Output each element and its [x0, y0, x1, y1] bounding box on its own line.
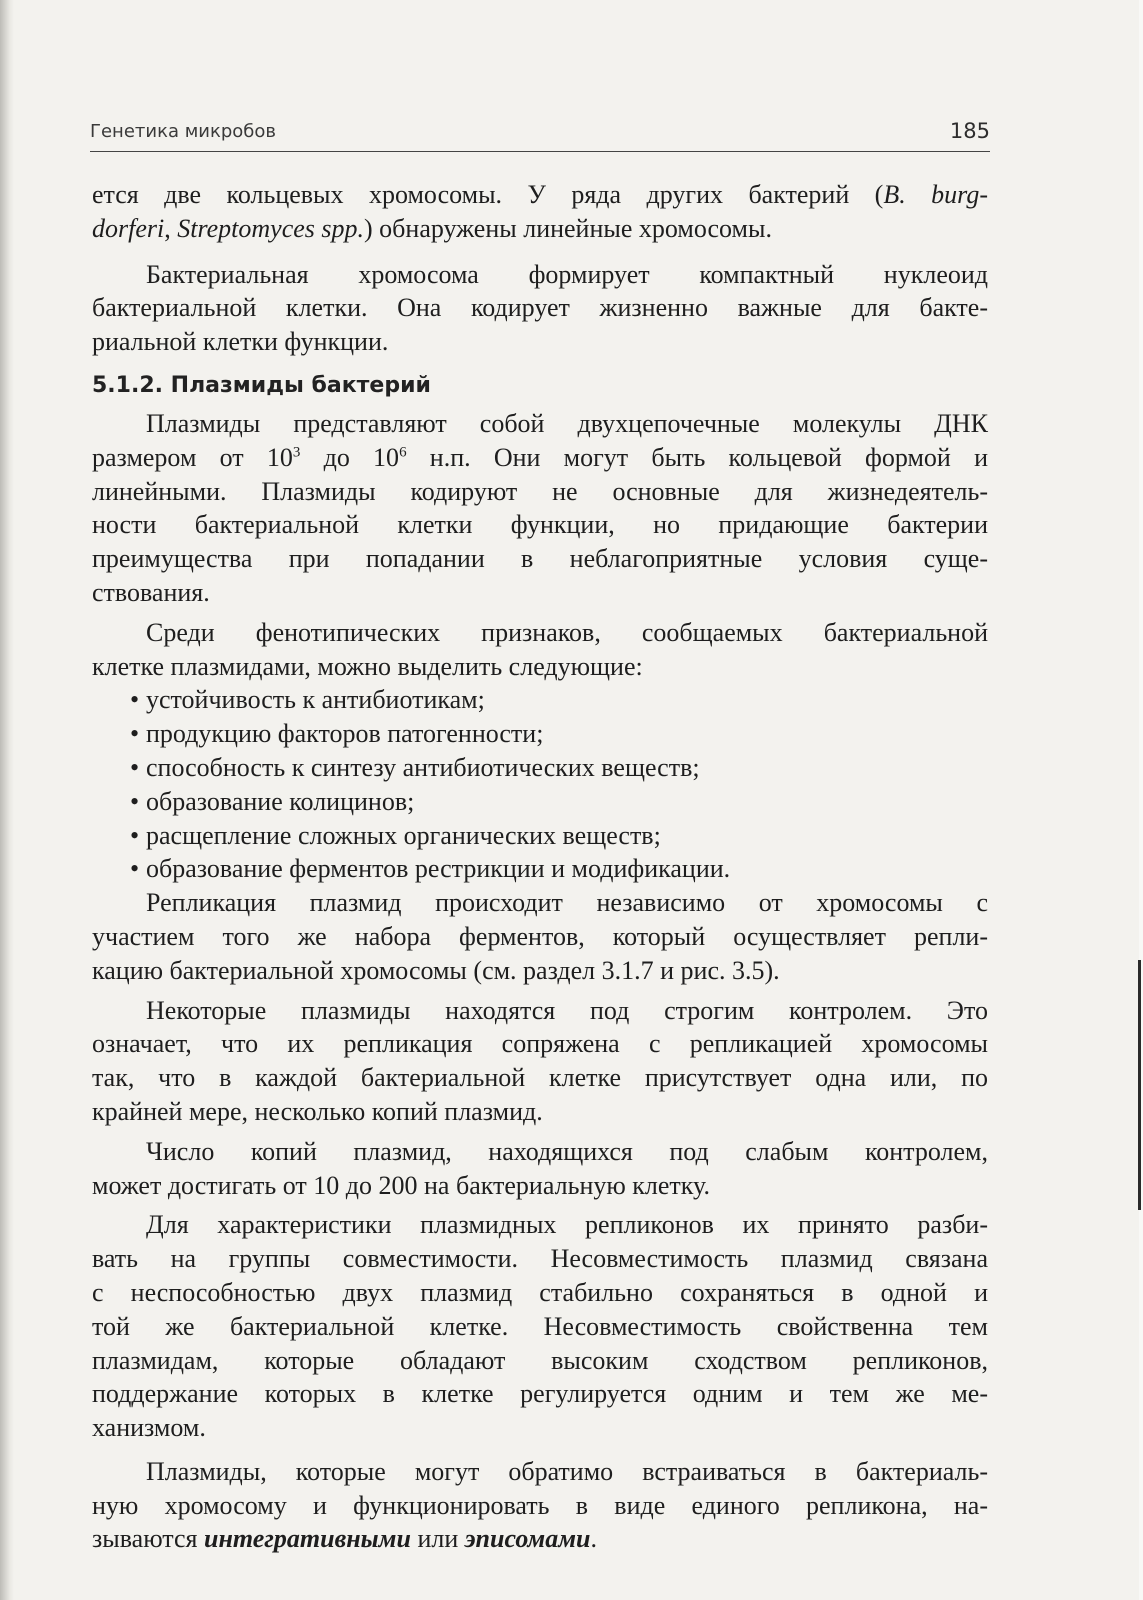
text-line: с неспособностью двух плазмид стабильно сохраняться в одной и — [92, 1277, 988, 1307]
text-line — [92, 212, 988, 246]
superscript: 3 — [292, 444, 301, 461]
text-line: риальной клетки функции. — [92, 327, 389, 357]
paragraph-5 — [92, 886, 988, 987]
header-rule — [90, 151, 990, 152]
list-item — [92, 819, 988, 853]
paragraph-9 — [92, 1455, 988, 1556]
bullet-icon: • — [130, 854, 140, 884]
term-emphasis: эписомами — [464, 1524, 591, 1554]
text-run: , — [164, 213, 178, 243]
text-line: Некоторые плазмиды находятся под строгим контролем. Это — [146, 995, 988, 1025]
text-line: преимущества при попадании в неблагоприятные условия суще- — [92, 544, 988, 574]
text-line: ствования. — [92, 577, 210, 607]
text-run: или — [410, 1524, 465, 1554]
list-item-text: расщепление сложных органических веществ; — [146, 820, 661, 850]
term-emphasis: интегративными — [203, 1524, 411, 1554]
text-line — [92, 1522, 988, 1556]
text-run: ется две кольцевых хромосомы. У ряда других бактерий ( — [92, 180, 884, 209]
text-line: ную хромосому и функционировать в виде единого репликона, на- — [92, 1490, 988, 1520]
text-run: . — [590, 1524, 597, 1554]
text-line: Число копий плазмид, находящихся под слабым контролем, — [146, 1136, 988, 1166]
text-line: Плазмиды, которые могут обратимо встраиваться в бактериаль- — [146, 1456, 988, 1486]
list-item — [92, 717, 988, 751]
page-body — [92, 178, 988, 1556]
list-item-text: устойчивость к антибиотикам; — [146, 685, 485, 715]
species-name: dorferi — [92, 213, 165, 243]
text-line: вать на группы совместимости. Несовместимость плазмид связана — [92, 1244, 988, 1274]
paragraph-4 — [92, 616, 988, 684]
text-line: бактериальной клетки. Она кодирует жизненно важные для бакте- — [92, 293, 988, 323]
text-line: участием того же набора ферментов, который осуществляет репли- — [92, 921, 988, 951]
paragraph-7 — [92, 1135, 988, 1203]
text-line: ности бактериальной клетки функции, но придающие бактерии — [92, 510, 988, 540]
text-line: Репликация плазмид происходит независимо от хромосомы с — [146, 888, 988, 918]
text-line: ханизмом. — [92, 1413, 206, 1443]
running-title: Генетика микробов — [90, 121, 277, 142]
page-edge-mark — [1138, 960, 1141, 1210]
text-run: ) обнаружены линейные хромосомы. — [364, 213, 772, 243]
list-item-text: продукцию факторов патогенности; — [146, 719, 544, 749]
superscript: 6 — [399, 444, 407, 461]
text-line: Для характеристики плазмидных репликонов их принято разби- — [146, 1210, 988, 1240]
paragraph-1 — [92, 178, 988, 246]
bullet-icon: • — [130, 719, 140, 749]
paragraph-6 — [92, 994, 988, 1129]
page-right-edge — [1139, 0, 1143, 1600]
text-line: Бактериальная хромосома формирует компактный нуклеоид — [146, 259, 988, 289]
page-number: 185 — [949, 119, 990, 143]
list-item — [92, 751, 988, 785]
text-line — [92, 178, 988, 212]
text-line: означает, что их репликация сопряжена с репликацией хромосомы — [92, 1029, 988, 1059]
bullet-icon: • — [130, 820, 140, 850]
text-line: плазмидам, которые обладают высоким сходством репликонов, — [92, 1345, 988, 1375]
text-line: линейными. Плазмиды кодируют не основные для жизнедеятель- — [92, 476, 988, 506]
paragraph-8 — [92, 1208, 988, 1445]
bullet-icon: • — [130, 752, 140, 782]
text-line: клетке плазмидами, можно выделить следующие: — [92, 651, 643, 681]
bullet-icon: • — [130, 786, 140, 816]
text-run: размером от 10 — [92, 442, 293, 472]
section-heading: 5.1.2. Плазмиды бактерий — [92, 372, 431, 398]
text-run: до 10 — [300, 442, 400, 472]
list-item-text: образование ферментов рестрикции и модификации. — [146, 854, 731, 884]
species-name: B. burg- — [883, 180, 988, 209]
list-item — [92, 785, 988, 819]
text-run: н.п. Они могут быть кольцевой формой и — [406, 442, 988, 472]
text-line: крайней мере, несколько копий плазмид. — [92, 1096, 543, 1126]
list-item-text: образование колицинов; — [146, 786, 415, 816]
paragraph-2 — [92, 258, 988, 359]
text-line — [92, 441, 988, 475]
text-line: может достигать от 10 до 200 на бактериальную клетку. — [92, 1170, 710, 1200]
text-line: той же бактериальной клетке. Несовместимость свойственна тем — [92, 1311, 988, 1341]
text-line: Плазмиды представляют собой двухцепочечные молекулы ДНК — [146, 408, 988, 438]
text-run: зываются — [92, 1524, 204, 1554]
list-item — [92, 852, 988, 886]
list-item-text: способность к синтезу антибиотических веществ; — [146, 752, 700, 782]
text-line: поддержание которых в клетке регулируется одним и тем же ме- — [92, 1379, 988, 1409]
running-header — [90, 116, 990, 150]
list-item — [92, 683, 988, 717]
text-line: так, что в каждой бактериальной клетке присутствует одна или, по — [92, 1063, 988, 1093]
bullet-list — [92, 683, 988, 886]
text-line: кацию бактериальной хромосомы (см. раздел 3.1.7 и рис. 3.5). — [92, 955, 780, 985]
page-left-shadow — [0, 0, 14, 1600]
text-line: Среди фенотипических признаков, сообщаемых бактериальной — [146, 617, 988, 647]
species-name: Streptomyces spp. — [177, 213, 365, 243]
paragraph-3 — [92, 407, 988, 610]
bullet-icon: • — [130, 685, 140, 715]
